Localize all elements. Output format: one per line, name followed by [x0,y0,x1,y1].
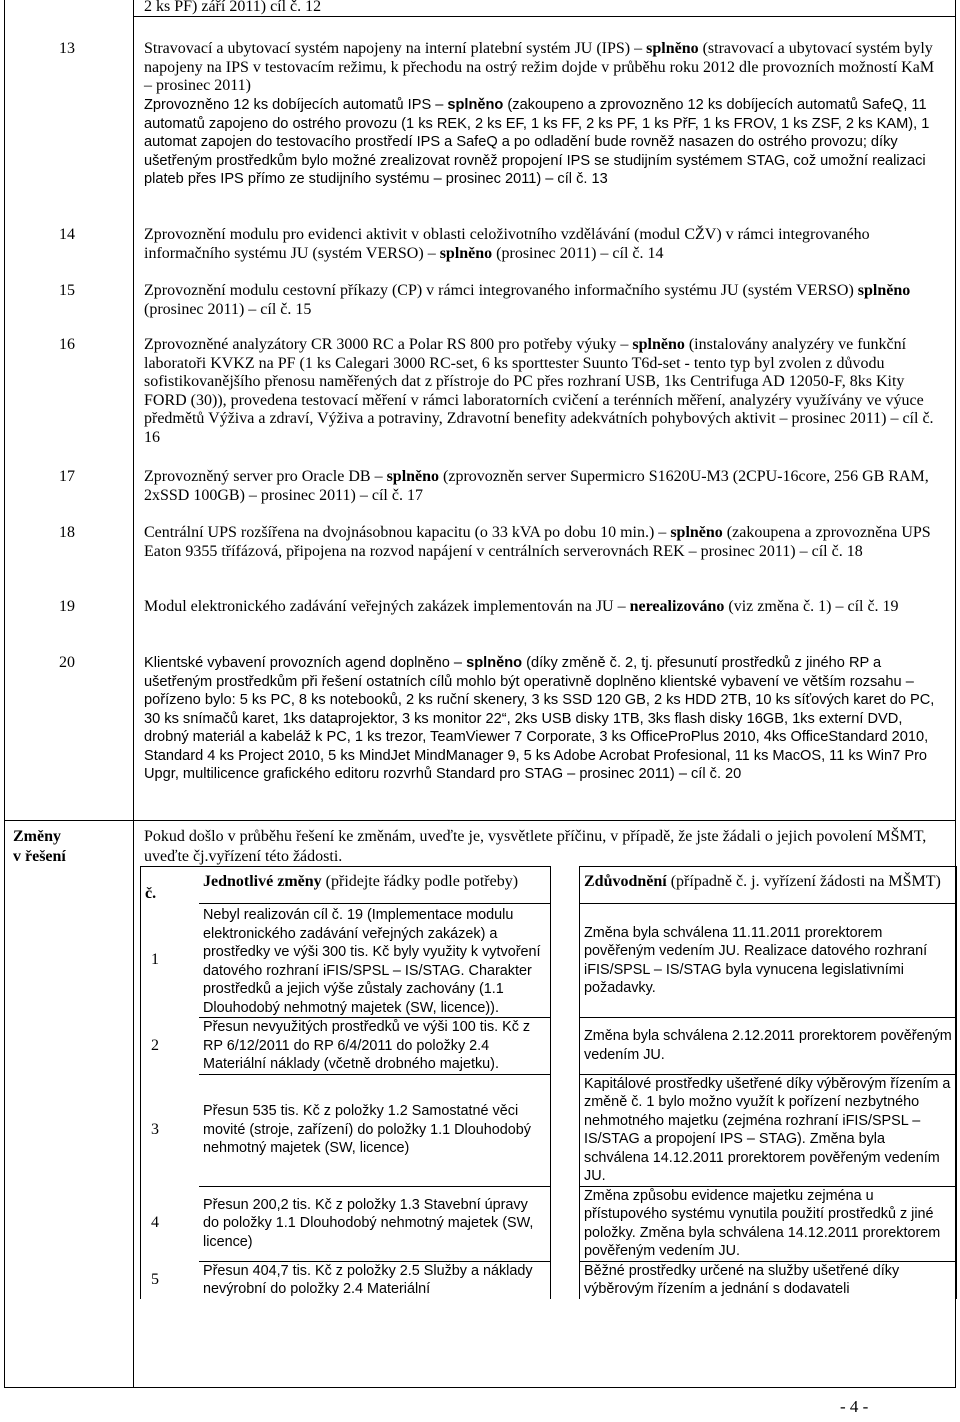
changes-table [140,866,957,1299]
item-number: 20 [59,654,75,671]
table-row [141,904,957,1018]
item-13-p1-text: Stravovací a ubytovací systém napojeny na interní platební systém JU (IPS) – [144,40,647,57]
changes-section-label [13,827,123,867]
item-19-tail: (viz změna č. 1) – cíl č. 19 [724,598,899,615]
item-13-p1-tail: (stravovací a ubytovací systém byly napojeny na IPS v testovacím režimu, k přechodu na ostrý režim dojde v průběhu roku 2012 dle provozních možností KaM – prosinec 2011) [144,40,935,94]
item-18-text: Centrální UPS rozšířena na dvojnásobnou kapacitu (o 33 kVA po dobu 10 min.) – [144,524,671,541]
status-not-done: nerealizováno [629,598,725,615]
row-change: Přesun 200,2 tis. Kč z položky 1.3 Stavební úpravy do položky 1.1 Dlouhodobý nehmotný majetek (SW, licence) [199,1186,551,1261]
item-14-tail: (prosinec 2011) – cíl č. 14 [492,244,664,262]
item-text [144,282,944,319]
item-17-tail: (zprovozněn server Supermicro S1620U-M3 (2CPU-16core, 256 GB RAM, 2xSSD 100GB) – prosinec 2011) – cíl č. 17 [144,468,929,504]
status-done: splněno [632,336,685,353]
item-13-p2-text: Zprovozněno 12 ks dobíjecích automatů IPS – [144,97,448,113]
row-number: 3 [141,1074,200,1186]
changes-section-divider [4,820,956,821]
row-change: Přesun nevyužitých prostředků ve výši 100 tis. Kč z RP 6/12/2011 do RP 6/4/2011 do položky 2.4 Materiální náklady (včetně drobného majetku). [199,1018,551,1075]
changes-table-header [141,867,957,904]
item-text [144,468,944,505]
row-change: Přesun 404,7 tis. Kč z položky 2.5 Služby a náklady nevýrobní do položky 2.4 Materiální [199,1261,551,1299]
item-text [144,524,944,561]
status-done: splněno [857,282,911,299]
item-16-tail: (instalovány analyzéry ve funkční laboratoři KVKZ na PF (1 ks Calegari 3000 RC-set, 6 ks sporttester Suunto T6d-set - tento typ byl zvolen z důvodu sofistikovanějšího přenosu naměřených dat z přístroje do PC přes rozhraní USB, 1ks Centrifuga AD 12050-F, 8ks Kity FORD (30)), provedena testovací měření v rámci laboratorních cvičení a terénních měření, analyzéry využívány ve výuce předmětů Výživa a zdraví, Výživa a potraviny, Zdravotní benefity adekvátních pohybových aktivit – prosinec 2011) – cíl č. 16 [144,336,934,446]
item-number: 14 [59,226,75,243]
item-number: 19 [59,598,75,615]
row-reason: Změna způsobu evidence majetku zejména u přístupového systému vynutila použití prostředků z jiné položky. Změna byla schválena 14.12.2011 prorektorem pověřeným vedením JU. [580,1186,957,1261]
item-13-p2-tail: (zakoupeno a zprovozněno 12 ks dobíjecích automatů SafeQ, 11 automatů zapojeno do ostrého provozu (1 ks REK, 2 ks EF, 1 ks FF, 2 ks PF, 1 ks PřF, 1 ks FROV, 1 ks ZSF, 2 ks KAM), 1 automat zapojen do testovacího prostředí IPS a SafeQ a po odladění bude rovněž nasazen do ostrého provozu; díky ušetřeným prostředkům bylo možné zrealizovat rovněž propojení IPS se studijním systémem STAG, což umožní realizaci plateb přes IPS přímo ze studijního systému – prosinec 2011) – cíl č. 13 [144,97,930,187]
changes-header-bold: Jednotlivé změny [203,873,322,890]
item-number: 18 [59,524,75,541]
item-15-tail: (prosinec 2011) – cíl č. 15 [144,300,312,318]
row-reason: Změna byla schválena 11.11.2011 prorektorem pověřeným vedením JU. Realizace datového rozhraní iFIS/SPSL – IS/STAG byla vynucena legislativními požadavky. [580,904,957,1018]
status-done: splněno [670,524,723,541]
column-gap [551,1186,580,1261]
row-reason: Změna byla schválena 2.12.2011 prorektorem pověřeným vedením JU. [580,1018,957,1075]
status-done: splněno [447,97,504,113]
page-number: - 4 - [840,1397,869,1416]
column-gap [551,1261,580,1299]
item-16-text: Zprovozněné analyzátory CR 3000 RC a Polar RS 800 pro potřeby výuky – [144,336,633,353]
row-reason: Běžné prostředky určené na služby ušetřené díky výběrovým řízením a jednání s dodavateli [580,1261,957,1299]
table-bottom-border [4,1387,956,1388]
item-20-text: Klientské vybavení provozních agend doplněno – [144,655,467,671]
status-done: splněno [466,655,523,671]
row-number: 2 [141,1018,200,1075]
changes-header-rest: (přidejte řádky podle potřeby) [321,873,519,890]
reason-header-bold: Zdůvodnění [584,873,667,890]
table-row [141,1074,957,1186]
item-text [144,226,944,263]
column-header-number: č. [141,867,200,904]
item-20-tail: (díky změně č. 2, tj. přesunutí prostředků z jiného RP a ušetřeným prostředkům při řešení ostatních cílů mohlo být operativně doplněno klientské vybavení ve větším rozsahu – pořízeno bylo: 5 ks PC, 8 ks notebooků, 2 ks ruční skenery, 3 ks SSD 120 GB, 2 ks HDD 2TB, 10 ks síťových karet do PC, 30 ks snímačů karet, 1ks dataprojektor, 3 ks monitor 22“, 2ks USB disky 1TB, 3ks flash disky 16GB, 1ks externí DVD, drobný materiál a kabeláž k PC, 1 ks trezor, TeamViewer 7 Corporate, 3 ks OfficeProPlus 2010, 4ks OfficeStandard 2010, Standard 4 ks Project 2010, 5 ks MindJet MindManager 9, 5 ks Adobe Acrobat Profesional, 11 ks MacOS, 11 ks Win7 Pro Upgr, multilicence grafického editoru rozvrhů Standard pro STAG – prosinec 2011) – cíl č. 20 [144,655,935,782]
table-left-border [4,0,5,1388]
changes-label-line2: v řešení [13,848,66,865]
column-header-changes [199,867,551,904]
row-reason: Kapitálové prostředky ušetřené díky výběrovým řízením a změně č. 1 bylo možno využít k pořízení nezbytného nehmotného majetku (zejména rozhraní iFIS/SPSL – IS/STAG a propojení IPS – STAG). Změna byla schválena 14.12.2011 prorektorem pověřeným vedením JU. [580,1074,957,1186]
continuation-text: 2 ks PF) září 2011) cíl č. 12 [144,0,322,15]
item-15-text: Zprovoznění modulu cestovní příkazy (CP) v rámci integrovaného informačního systému JU (systém VERSO) [144,282,858,299]
table-row [141,1018,957,1075]
status-done: splněno [646,40,699,57]
column-gap [551,1074,580,1186]
item-19-text: Modul elektronického zadávání veřejných zakázek implementován na JU – [144,598,630,615]
table-row [141,1261,957,1299]
item-number: 15 [59,282,75,299]
row-number: 5 [141,1261,200,1299]
changes-label-line1: Změny [13,828,61,845]
row-change: Nebyl realizován cíl č. 19 (Implementace modulu elektronického zadávání veřejných zakázek) a prostředky ve výši 300 tis. Kč byly využity k vytvoření datového rozhraní iFIS/SPSL – IS/STAG. Charakter prostředků a jejich výše zůstaly zachovány (1.1 Dlouhodobý nehmotný majetek (SW, licence)). [199,904,551,1018]
item-text [144,598,944,617]
item-text [144,336,944,447]
item-number: 16 [59,336,75,353]
item-number: 17 [59,468,75,485]
status-done: splněno [386,468,440,485]
column-header-reason [580,867,957,904]
item-14-text: Zprovoznění modulu pro evidenci aktivit v oblasti celoživotního vzdělávání (modul CŽV) v rámci integrovaného informačního systému JU (systém VERSO) – [144,226,870,262]
reason-header-rest: (případně č. j. vyřízení žádosti na MŠMT) [666,873,941,890]
table-column-divider [133,0,134,1388]
item-text [144,40,944,96]
item-17-text: Zprovozněný server pro Oracle DB – [144,468,387,485]
column-gap [551,867,580,904]
item-text [144,654,944,784]
column-gap [551,1018,580,1075]
item-number: 13 [59,40,75,57]
table-row [141,1186,957,1261]
item-18-tail: (zakoupena a zprovozněna UPS Eaton 9355 třífázová, připojena na rozvod napájení v centrálních serverovnách REK – prosinec 2011) – cíl č. 18 [144,524,931,560]
status-done: splněno [439,244,493,262]
changes-intro: Pokud došlo v průběhu řešení ke změnám, uveďte je, vysvětlete příčinu, v případě, že jste žádali o jejich povolení MŠMT, uveďte čj.vyřízení této žádosti. [144,828,927,865]
row-change: Přesun 535 tis. Kč z položky 1.2 Samostatné věci movité (stroje, zařízení) do položky 1.1 Dlouhodobý nehmotný majetek (SW, licence) [199,1074,551,1186]
column-gap [551,904,580,1018]
row-number: 1 [141,904,200,1018]
item-13-paragraph-2 [144,96,944,189]
row-number: 4 [141,1186,200,1261]
